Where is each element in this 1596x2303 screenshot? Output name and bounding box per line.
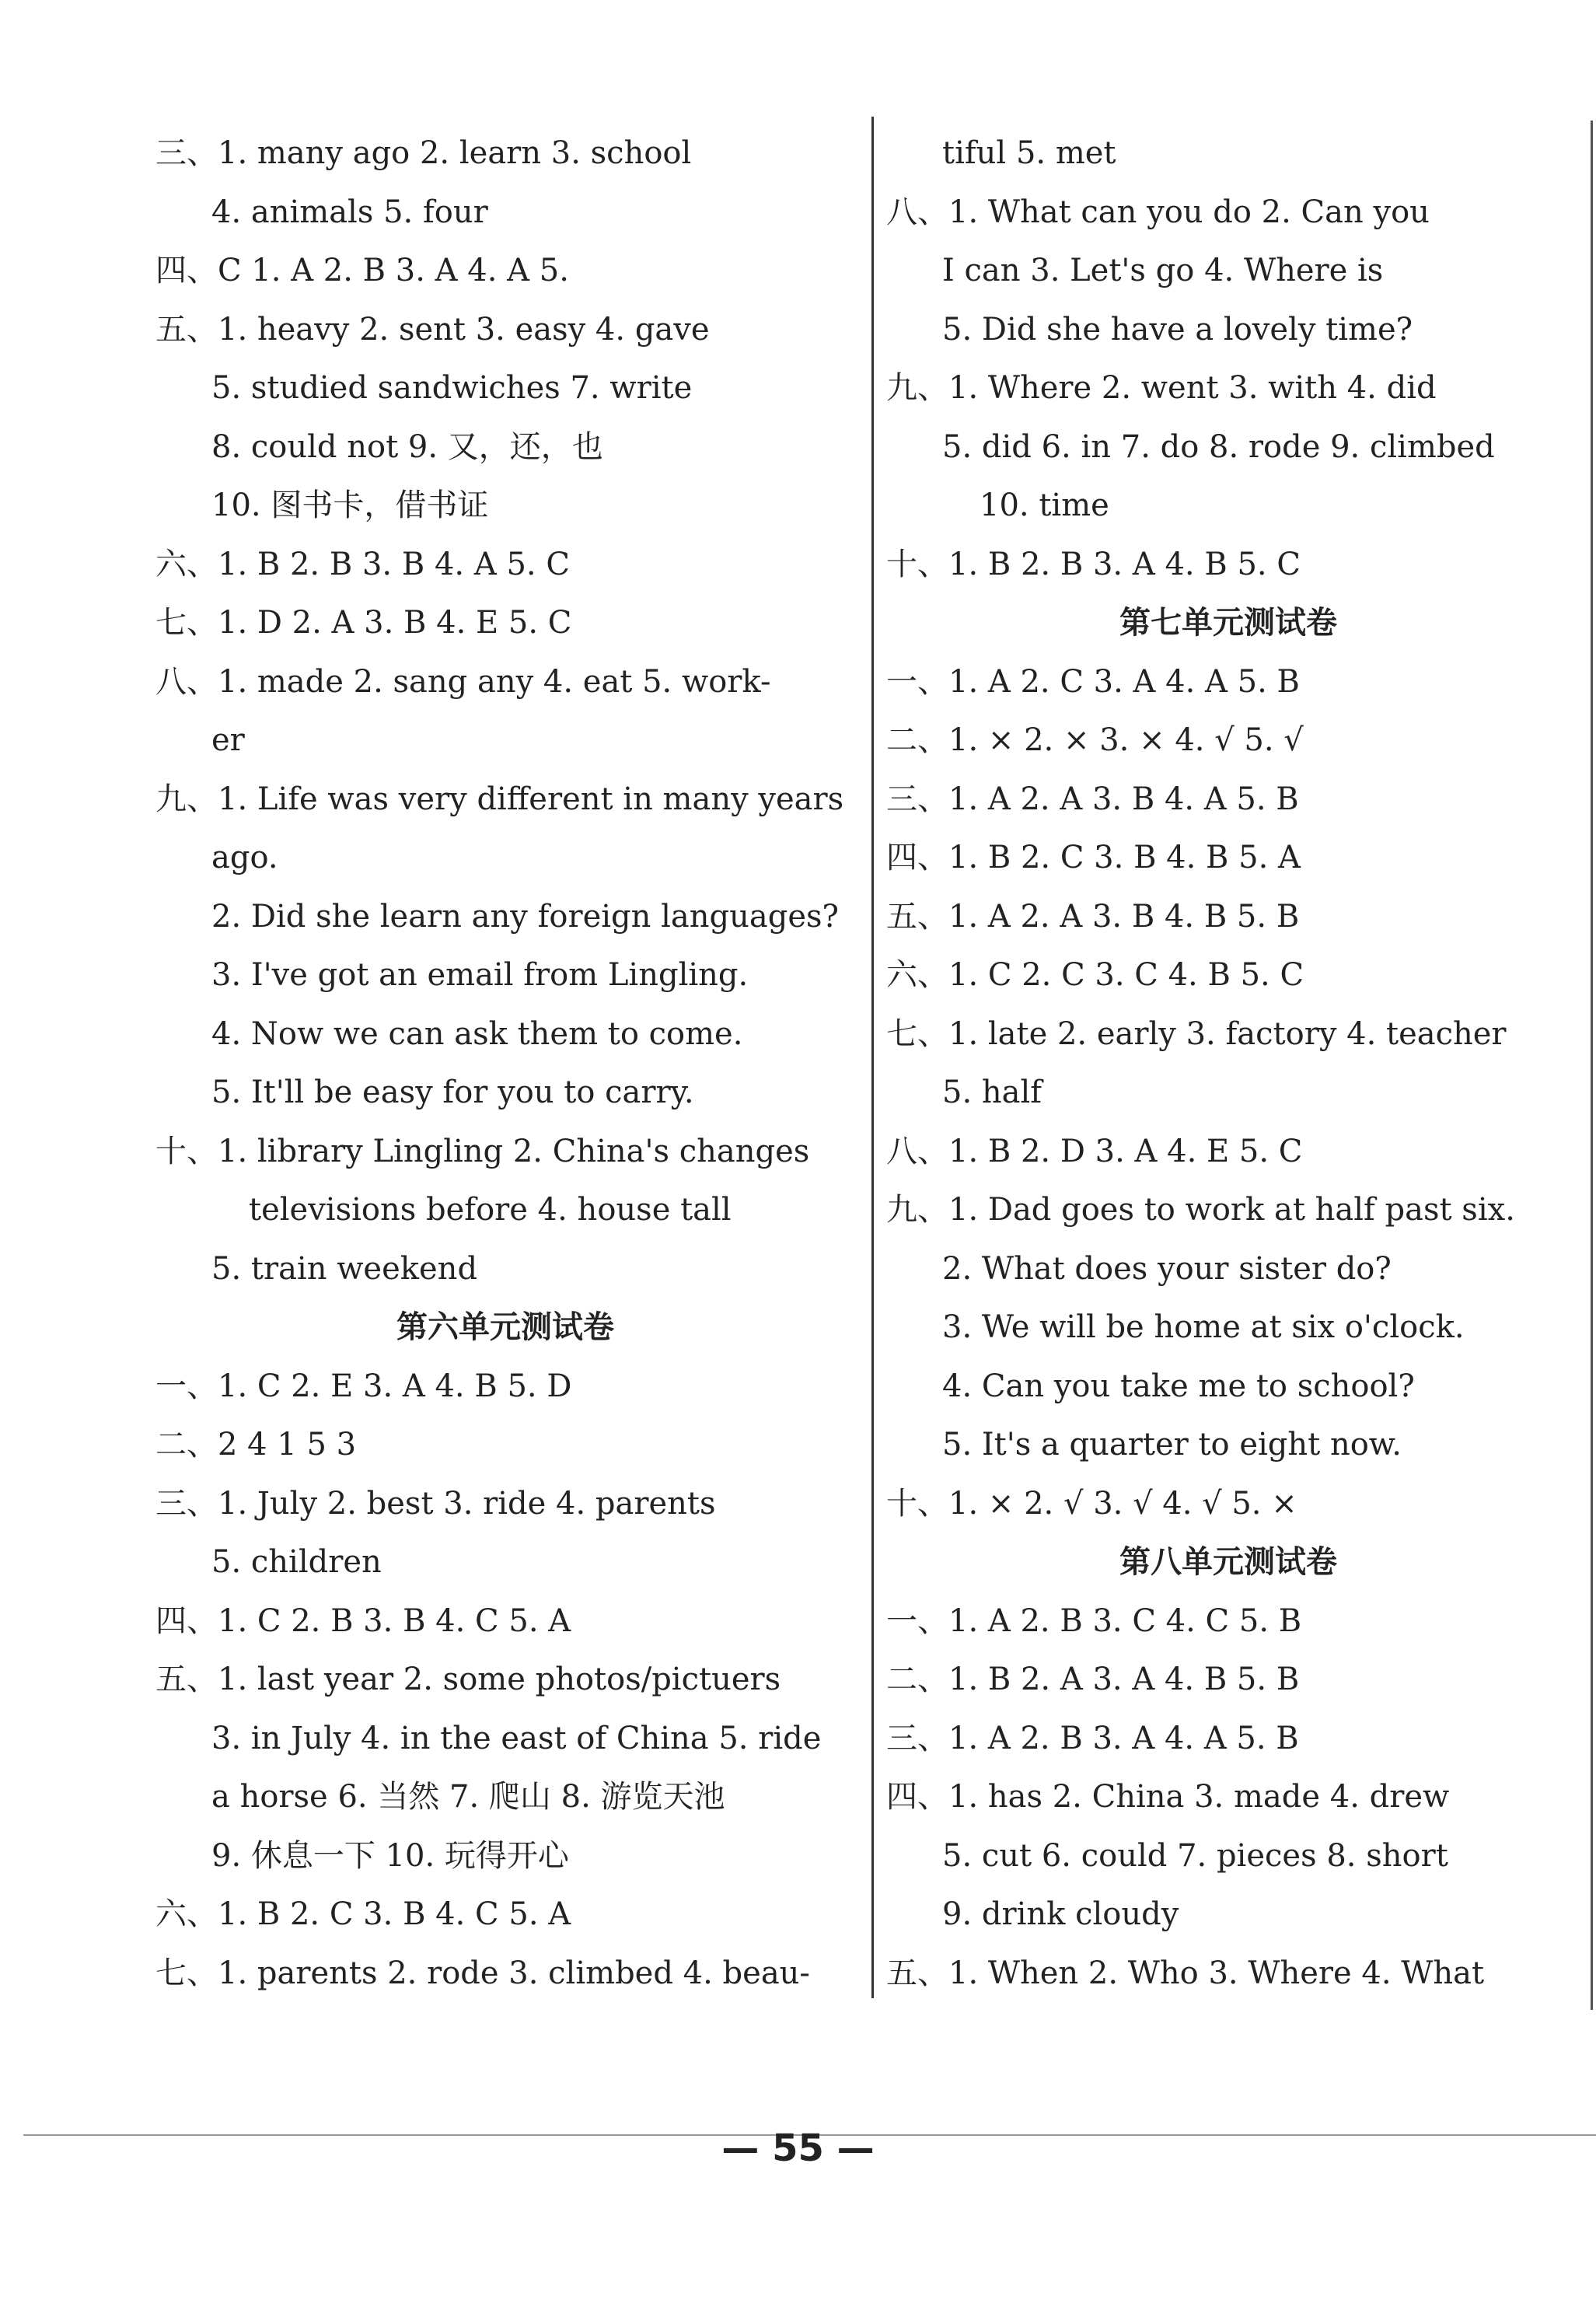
answer-line: 九、1. Dad goes to work at half past six. (886, 1192, 1515, 1228)
answer-line: 5. It'll be easy for you to carry. (211, 1075, 694, 1110)
answer-line: 四、C 1. A 2. B 3. A 4. A 5. (155, 253, 569, 288)
answer-line: 8. could not 9. 又，还，也 (211, 428, 603, 465)
answer-line: 十、1. × 2. √ 3. √ 4. √ 5. × (886, 1485, 1297, 1522)
answer-line: 一、1. A 2. C 3. A 4. A 5. B (886, 663, 1300, 700)
answer-line: 3. We will be home at six o'clock. (942, 1309, 1465, 1345)
answer-line: ago. (211, 840, 278, 875)
answer-line: 二、2 4 1 5 3 (155, 1427, 357, 1463)
answer-line: 5. children (211, 1544, 382, 1580)
answer-line: 六、1. B 2. C 3. B 4. C 5. A (155, 1896, 571, 1932)
answer-line: 一、1. A 2. B 3. C 4. C 5. B (886, 1602, 1302, 1639)
answer-line: 3. in July 4. in the east of China 5. ride (211, 1720, 822, 1756)
answer-line: a horse 6. 当然 7. 爬山 8. 游览天池 (211, 1779, 725, 1815)
answer-line: 七、1. parents 2. rode 3. climbed 4. beau- (155, 1955, 810, 1991)
answer-line: 三、1. many ago 2. learn 3. school (155, 135, 692, 171)
answer-line: 五、1. A 2. A 3. B 4. B 5. B (886, 898, 1300, 935)
answer-line: 七、1. late 2. early 3. factory 4. teacher (886, 1015, 1507, 1052)
answer-line: 五、1. heavy 2. sent 3. easy 4. gave (155, 311, 710, 348)
answer-line: 六、1. B 2. B 3. B 4. A 5. C (155, 546, 570, 582)
answer-line: 一、1. C 2. E 3. A 4. B 5. D (155, 1368, 572, 1404)
page-number: — 55 — (721, 2127, 875, 2170)
column-divider (871, 117, 874, 1998)
answer-line: 3. I've got an email from Lingling. (211, 957, 749, 993)
answer-line: 5. Did she have a lovely time? (942, 311, 1413, 348)
answer-line: 4. Can you take me to school? (942, 1368, 1415, 1404)
answer-line: 十、1. library Lingling 2. China's changes (155, 1133, 810, 1169)
answer-line: 4. animals 5. four (211, 194, 488, 230)
answer-line: 10. time (980, 488, 1109, 523)
answer-line: 七、1. D 2. A 3. B 4. E 5. C (155, 605, 572, 641)
answer-line: tiful 5. met (942, 135, 1116, 171)
answer-line: 9. drink cloudy (942, 1896, 1179, 1932)
section-title: 第七单元测试卷 (1119, 605, 1337, 641)
right-column (886, 124, 1570, 2003)
section-title: 第八单元测试卷 (1119, 1544, 1337, 1580)
answer-line: er (211, 722, 245, 758)
answer-line: 二、1. B 2. A 3. A 4. B 5. B (886, 1662, 1300, 1697)
answer-line: 九、1. Life was very different in many years (155, 781, 844, 817)
answer-line: 5. train weekend (211, 1250, 478, 1287)
answer-line: 八、1. What can you do 2. Can you (886, 194, 1430, 230)
answer-line: 5. half (942, 1075, 1042, 1110)
answer-line: 5. cut 6. could 7. pieces 8. short (942, 1837, 1448, 1874)
answer-line: televisions before 4. house tall (249, 1192, 732, 1228)
answer-line: 三、1. A 2. A 3. B 4. A 5. B (886, 781, 1299, 817)
page-edge-line (1591, 121, 1593, 2010)
answer-line: 三、1. A 2. B 3. A 4. A 5. B (886, 1720, 1299, 1756)
answer-line: 六、1. C 2. C 3. C 4. B 5. C (886, 957, 1304, 993)
answer-line: 2. What does your sister do? (942, 1250, 1392, 1287)
answer-line: 4. Now we can ask them to come. (211, 1015, 743, 1052)
answer-line: 八、1. made 2. sang any 4. eat 5. work- (155, 663, 771, 700)
answer-line: 三、1. July 2. best 3. ride 4. parents (155, 1485, 716, 1522)
answer-line: 10. 图书卡，借书证 (211, 488, 489, 523)
answer-line: 二、1. × 2. × 3. × 4. √ 5. √ (886, 722, 1304, 758)
answer-line: 五、1. last year 2. some photos/pictuers (155, 1662, 781, 1697)
section-title: 第六单元测试卷 (396, 1309, 614, 1345)
answer-line: 四、1. C 2. B 3. B 4. C 5. A (155, 1602, 571, 1639)
answer-line: I can 3. Let's go 4. Where is (942, 253, 1384, 288)
left-column (155, 124, 855, 2003)
answer-line: 5. studied sandwiches 7. write (211, 370, 693, 406)
answer-line: 八、1. B 2. D 3. A 4. E 5. C (886, 1133, 1303, 1169)
answer-line: 2. Did she learn any foreign languages? (211, 898, 839, 935)
answer-line: 5. It's a quarter to eight now. (942, 1427, 1402, 1463)
answer-line: 五、1. When 2. Who 3. Where 4. What (886, 1955, 1485, 1991)
answer-line: 9. 休息一下 10. 玩得开心 (211, 1837, 569, 1874)
answer-line: 九、1. Where 2. went 3. with 4. did (886, 370, 1437, 406)
answer-line: 5. did 6. in 7. do 8. rode 9. climbed (942, 428, 1495, 465)
answer-line: 四、1. B 2. C 3. B 4. B 5. A (886, 840, 1301, 875)
answer-line: 十、1. B 2. B 3. A 4. B 5. C (886, 546, 1301, 582)
answer-line: 四、1. has 2. China 3. made 4. drew (886, 1779, 1450, 1815)
